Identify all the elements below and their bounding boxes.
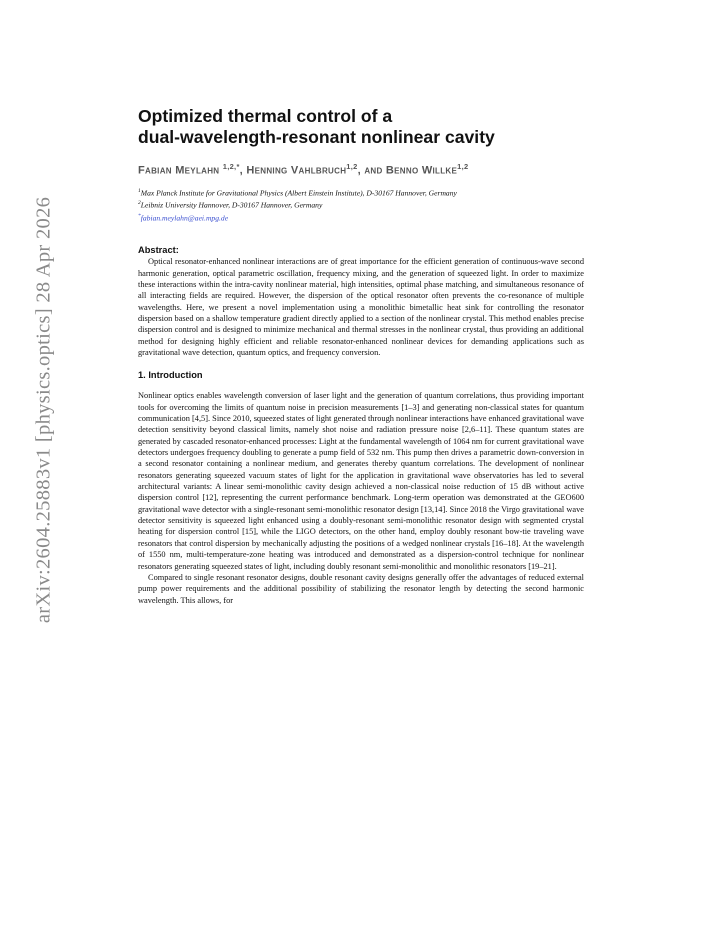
title-line-1: Optimized thermal control of a xyxy=(138,106,393,126)
author-affiliation-mark: 1,2 xyxy=(346,162,358,171)
author-name: Benno Willke xyxy=(385,164,458,177)
abstract-text: Optical resonator-enhanced nonlinear interactions are of great importance for the efficient generation of continuous-wave second harmonic generation, optical parametric oscillation, frequency mixing, and the generation of squeezed light. In order to maximize these interactions within the intra-cavity nonlinear material, high intensities, optimal phase matching, and simultaneous resonance of all interacting fields are required. However, the dispersion of the optical resonator often prevents the co-resonance of multiple wavelengths. Here, we present a novel implementation using a monolithic bimetallic heat sink for controlling the resonator dispersion based on a shallow temperature gradient directly applied to a section of the nonlinear crystal. This method enables precise dispersion control and is designed to minimize mechanical and thermal stresses in the nonlinear crystal, thus providing an additional method for designing highly efficient and reliable resonator-enhanced nonlinear devices for demanding applications such as gravitational wave detection, quantum optics, and frequency conversion. xyxy=(138,257,584,357)
author-name: Henning Vahlbruch xyxy=(246,164,347,177)
section-heading-introduction: 1. Introduction xyxy=(138,370,203,381)
affiliation-1 xyxy=(138,186,584,199)
affiliation-mark: 1 xyxy=(138,187,141,194)
corresponding-email-line xyxy=(138,211,584,224)
affiliation-text: Leibniz University Hannover, D-30167 Hannover, Germany xyxy=(140,200,323,210)
author-affiliation-mark: 1,2 xyxy=(457,162,469,171)
paper-content xyxy=(138,106,584,606)
email-link[interactable]: fabian.meylahn@aei.mpg.de xyxy=(140,213,229,223)
title-line-2: dual-wavelength-resonant nonlinear cavity xyxy=(138,127,495,147)
author-separator: , xyxy=(239,164,247,177)
author-name: Fabian Meylahn xyxy=(138,164,220,177)
paper-title xyxy=(138,106,584,148)
author-affiliation-mark: 1,2,* xyxy=(222,162,240,171)
affiliations xyxy=(138,186,584,224)
abstract-heading: Abstract: xyxy=(138,245,179,256)
arxiv-identifier[interactable]: arXiv:2604.25883v1 [physics.optics] 28 Apr 2026 xyxy=(32,196,55,624)
email-mark: * xyxy=(138,212,141,219)
introduction-paragraph-2: Compared to single resonant resonator designs, double resonant cavity designs generally offer the advantages of reduced external pump power requirements and the additional possibility of stabilizing the resonator length by detecting the second harmonic wavelength. This allows, for xyxy=(138,572,584,605)
affiliation-text: Max Planck Institute for Gravitational Physics (Albert Einstein Institute), D-30167 Hannover, Germany xyxy=(140,188,457,198)
author-separator: , and xyxy=(357,164,386,177)
introduction-paragraph-1: Nonlinear optics enables wavelength conversion of laser light and the generation of quantum correlations, thus providing important tools for overcoming the limits of quantum noise in precision measurements [1–3] and generating non-classical states for quantum communication [4,5]. Since 2010, squeezed states of light generated through nonlinear interactions have enhanced gravitational wave detection sensitivity beyond classical limits, namely shot noise and radiation pressure noise [2,6–11]. These quantum states are generated by cascaded resonator-enhanced processes: Light at the fundamental wavelength of 1064 nm for current gravitational wave detectors undergoes frequency doubling to generate a pump field of 532 nm. This pump then drives a parametric down-conversion in a second resonator containing a nonlinear medium, and generates thereby quantum correlations. The development of nonlinear resonators generating squeezed vacuum states of light for the application in gravitational wave observatories has led to several architectural variants: A linear semi-monolithic cavity design achieved a non-classical noise reduction of 15 dB without active dispersion control [12], representing the current performance benchmark. Long-term operation was demonstrated at the GEO600 gravitational wave detector with a single-resonant semi-monolithic resonator design [13,14]. Since 2018 the Virgo gravitational wave detector sensitivity is squeezed light enhanced using a doubly-resonant semi-monolithic resonator design with segmented crystal heating for dispersion control [15], while the LIGO detectors, on the other hand, employ doubly resonant bow-tie traveling wave resonators that control dispersion by mechanically adjusting the positions of a wedged nonlinear crystals [16–18]. At the wavelength of 1550 nm, multi-temperature-zone heating was introduced and demonstrated as a dispersion-control technique for nonlinear resonators generating squeezed states of light, including doubly resonant semi-monolithic and monolithic resonators [19–21]. xyxy=(138,391,584,571)
author-list xyxy=(138,160,584,178)
affiliation-2 xyxy=(138,198,584,211)
affiliation-mark: 2 xyxy=(138,200,141,207)
